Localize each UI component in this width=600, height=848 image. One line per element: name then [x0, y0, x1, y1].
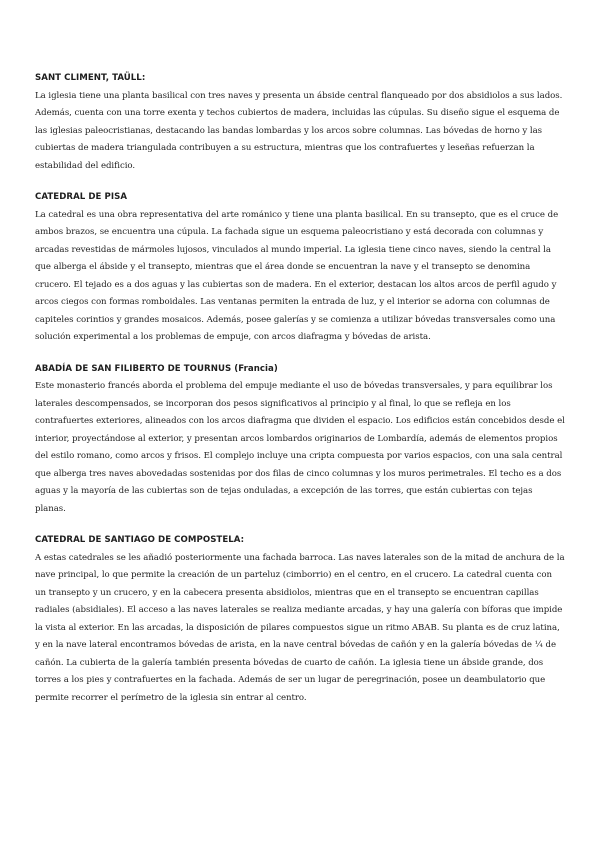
section-heading: ABADÍA DE SAN FILIBERTO DE TOURNUS (Francia)	[35, 363, 278, 374]
section-heading: CATEDRAL DE PISA	[35, 192, 128, 202]
section-body: A estas catedrales se les añadió posteriormente una fachada barroca. Las naves laterales son de la mitad de anchura de la nave principal, lo que permite la creación de un parteluz (cimborrio) en el centro, en el crucero. La catedral cuenta con un transepto y un crucero, y en la cabecera presenta absidiolos, mientras que en el transepto se encuentran capillas radiales (absidiales). El acceso a las naves laterales se realiza mediante arcadas, y hay una galería con bíforas que impide la vista al exterior. En las arcadas, la disposición de pilares compuestos sigue un ritmo ABAB. Su planta es de cruz latina, y en la nave lateral encontramos bóvedas de arista, en la nave central bóvedas de cañón y en la galería bóvedas de ¼ de cañón. La cubierta de la galería también presenta bóvedas de cuarto de cañón. La iglesia tiene un ábside grande, dos torres a los pies y contrafuertes en la fachada. Además de ser un lugar de peregrinación, posee un deambulatorio que permite recorrer el perímetro de la iglesia sin entrar al centro.	[35, 552, 565, 703]
section-body: La iglesia tiene una planta basilical con tres naves y presenta un ábside central flanqueado por dos absidiolos a sus lados. Además, cuenta con una torre exenta y techos cubiertos de madera, incluidas las cúpulas. Su diseño sigue el esquema de las iglesias paleocristianas, destacando las bandas lombardas y los arcos sobre columnas. Las bóvedas de horno y las cubiertas de madera triangulada contribuyen a su estructura, mientras que los contrafuertes y leseñas refuerzan la estabilidad del edificio.	[35, 90, 563, 171]
document-page	[35, 70, 565, 721]
section-sant-climent	[35, 70, 565, 175]
section-heading: CATEDRAL DE SANTIAGO DE COMPOSTELA:	[35, 535, 245, 545]
section-body: La catedral es una obra representativa del arte románico y tiene una planta basilical. En su transepto, que es el cruce de ambos brazos, se encuentra una cúpula. La fachada sigue un esquema paleocristiano y está decorada con columnas y arcadas revestidas de mármoles lujosos, vinculados al mundo imperial. La iglesia tiene cinco naves, siendo la central la que alberga el ábside y el transepto, mientras que el área donde se encuentran la nave y el transepto se denomina crucero. El tejado es a dos aguas y las cubiertas son de madera. En el exterior, destacan los altos arcos de perfil agudo y arcos ciegos con formas romboidales. Las ventanas permiten la entrada de luz, y el interior se adorna con columnas de capiteles corintios y grandes mosaicos. Además, posee galerías y se comienza a utilizar bóvedas transversales como una solución experimental a los problemas de empuje, con arcos diafragma y bóvedas de arista.	[35, 209, 559, 342]
section-san-filiberto	[35, 361, 565, 519]
section-catedral-pisa	[35, 189, 565, 347]
section-heading: SANT CLIMENT, TAÜLL:	[35, 73, 146, 83]
section-body: Este monasterio francés aborda el problema del empuje mediante el uso de bóvedas transversales, y para equilibrar los laterales descompensados, se incorporan dos pesos significativos al principio y al final, lo que se refleja en los contrafuertes exteriores, alineados con los arcos diafragma que dividen el espacio. Los edificios están concebidos desde el interior, proyectándose al exterior, y presentan arcos lombardos originarios de Lombardía, además de elementos propios del estilo romano, como arcos y frisos. El complejo incluye una cripta compuesta por varios espacios, con una sala central que alberga tres naves abovedadas sostenidas por dos filas de cinco columnas y los muros perimetrales. El techo es a dos aguas y la mayoría de las cubiertas son de tejas onduladas, a excepción de las torres, que están cubiertas con tejas planas.	[35, 381, 565, 514]
section-santiago-compostela	[35, 532, 565, 707]
